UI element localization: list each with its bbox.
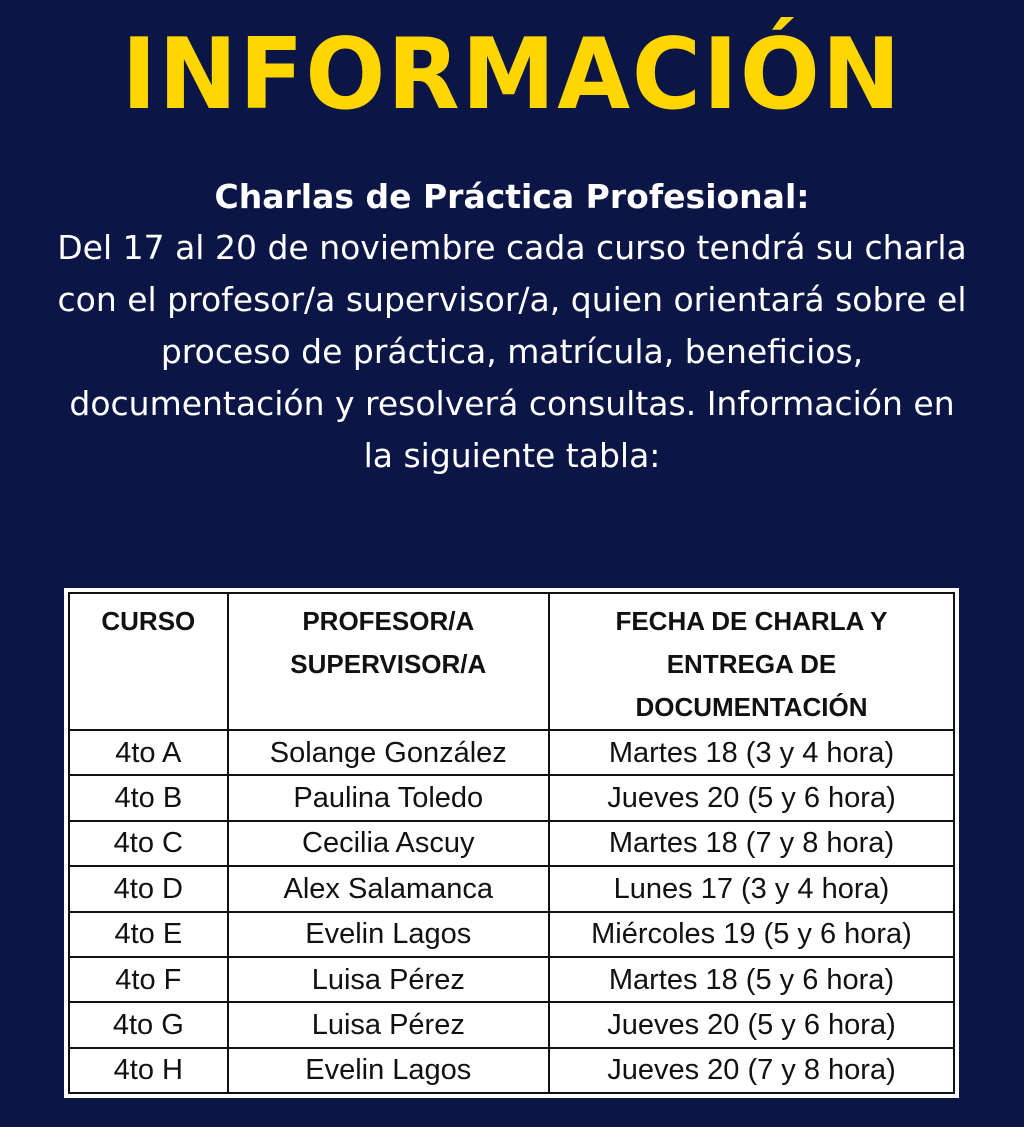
cell-profesor: Luisa Pérez (228, 1002, 549, 1047)
table-row (69, 1002, 954, 1047)
schedule-table (68, 592, 955, 1094)
cell-fecha: Jueves 20 (7 y 8 hora) (549, 1048, 954, 1093)
cell-profesor: Luisa Pérez (228, 957, 549, 1002)
page-title: INFORMACIÓN (121, 18, 903, 132)
cell-profesor: Alex Salamanca (228, 866, 549, 911)
table-row (69, 912, 954, 957)
table-header-row (69, 593, 954, 730)
table-row (69, 730, 954, 775)
intro-body: Del 17 al 20 de noviembre cada curso tendrá su charla con el profesor/a supervisor/a, quien orientará sobre el proceso de práctica, matrícula, beneficios, documentación y resolverá consultas. Información en la siguiente tabla: (57, 228, 967, 475)
column-header-fecha: FECHA DE CHARLA Y ENTREGA DE DOCUMENTACIÓN (549, 593, 954, 730)
cell-profesor: Evelin Lagos (228, 912, 549, 957)
cell-profesor: Cecilia Ascuy (228, 821, 549, 866)
cell-fecha: Lunes 17 (3 y 4 hora) (549, 866, 954, 911)
table-row (69, 866, 954, 911)
cell-fecha: Martes 18 (7 y 8 hora) (549, 821, 954, 866)
table-row (69, 775, 954, 820)
cell-curso: 4to F (69, 957, 228, 1002)
cell-fecha: Martes 18 (5 y 6 hora) (549, 957, 954, 1002)
cell-curso: 4to B (69, 775, 228, 820)
cell-fecha: Miércoles 19 (5 y 6 hora) (549, 912, 954, 957)
cell-profesor: Solange González (228, 730, 549, 775)
cell-curso: 4to H (69, 1048, 228, 1093)
cell-profesor: Paulina Toledo (228, 775, 549, 820)
cell-curso: 4to E (69, 912, 228, 957)
intro-block (40, 172, 984, 482)
cell-curso: 4to A (69, 730, 228, 775)
table-row (69, 1048, 954, 1093)
cell-curso: 4to D (69, 866, 228, 911)
cell-curso: 4to G (69, 1002, 228, 1047)
table-row (69, 821, 954, 866)
cell-fecha: Jueves 20 (5 y 6 hora) (549, 775, 954, 820)
column-header-profesor: PROFESOR/A SUPERVISOR/A (228, 593, 549, 730)
column-header-curso: CURSO (69, 593, 228, 730)
table-row (69, 957, 954, 1002)
cell-profesor: Evelin Lagos (228, 1048, 549, 1093)
cell-curso: 4to C (69, 821, 228, 866)
schedule-table-container (64, 588, 959, 1098)
cell-fecha: Martes 18 (3 y 4 hora) (549, 730, 954, 775)
intro-subtitle: Charlas de Práctica Profesional: (214, 177, 810, 216)
cell-fecha: Jueves 20 (5 y 6 hora) (549, 1002, 954, 1047)
